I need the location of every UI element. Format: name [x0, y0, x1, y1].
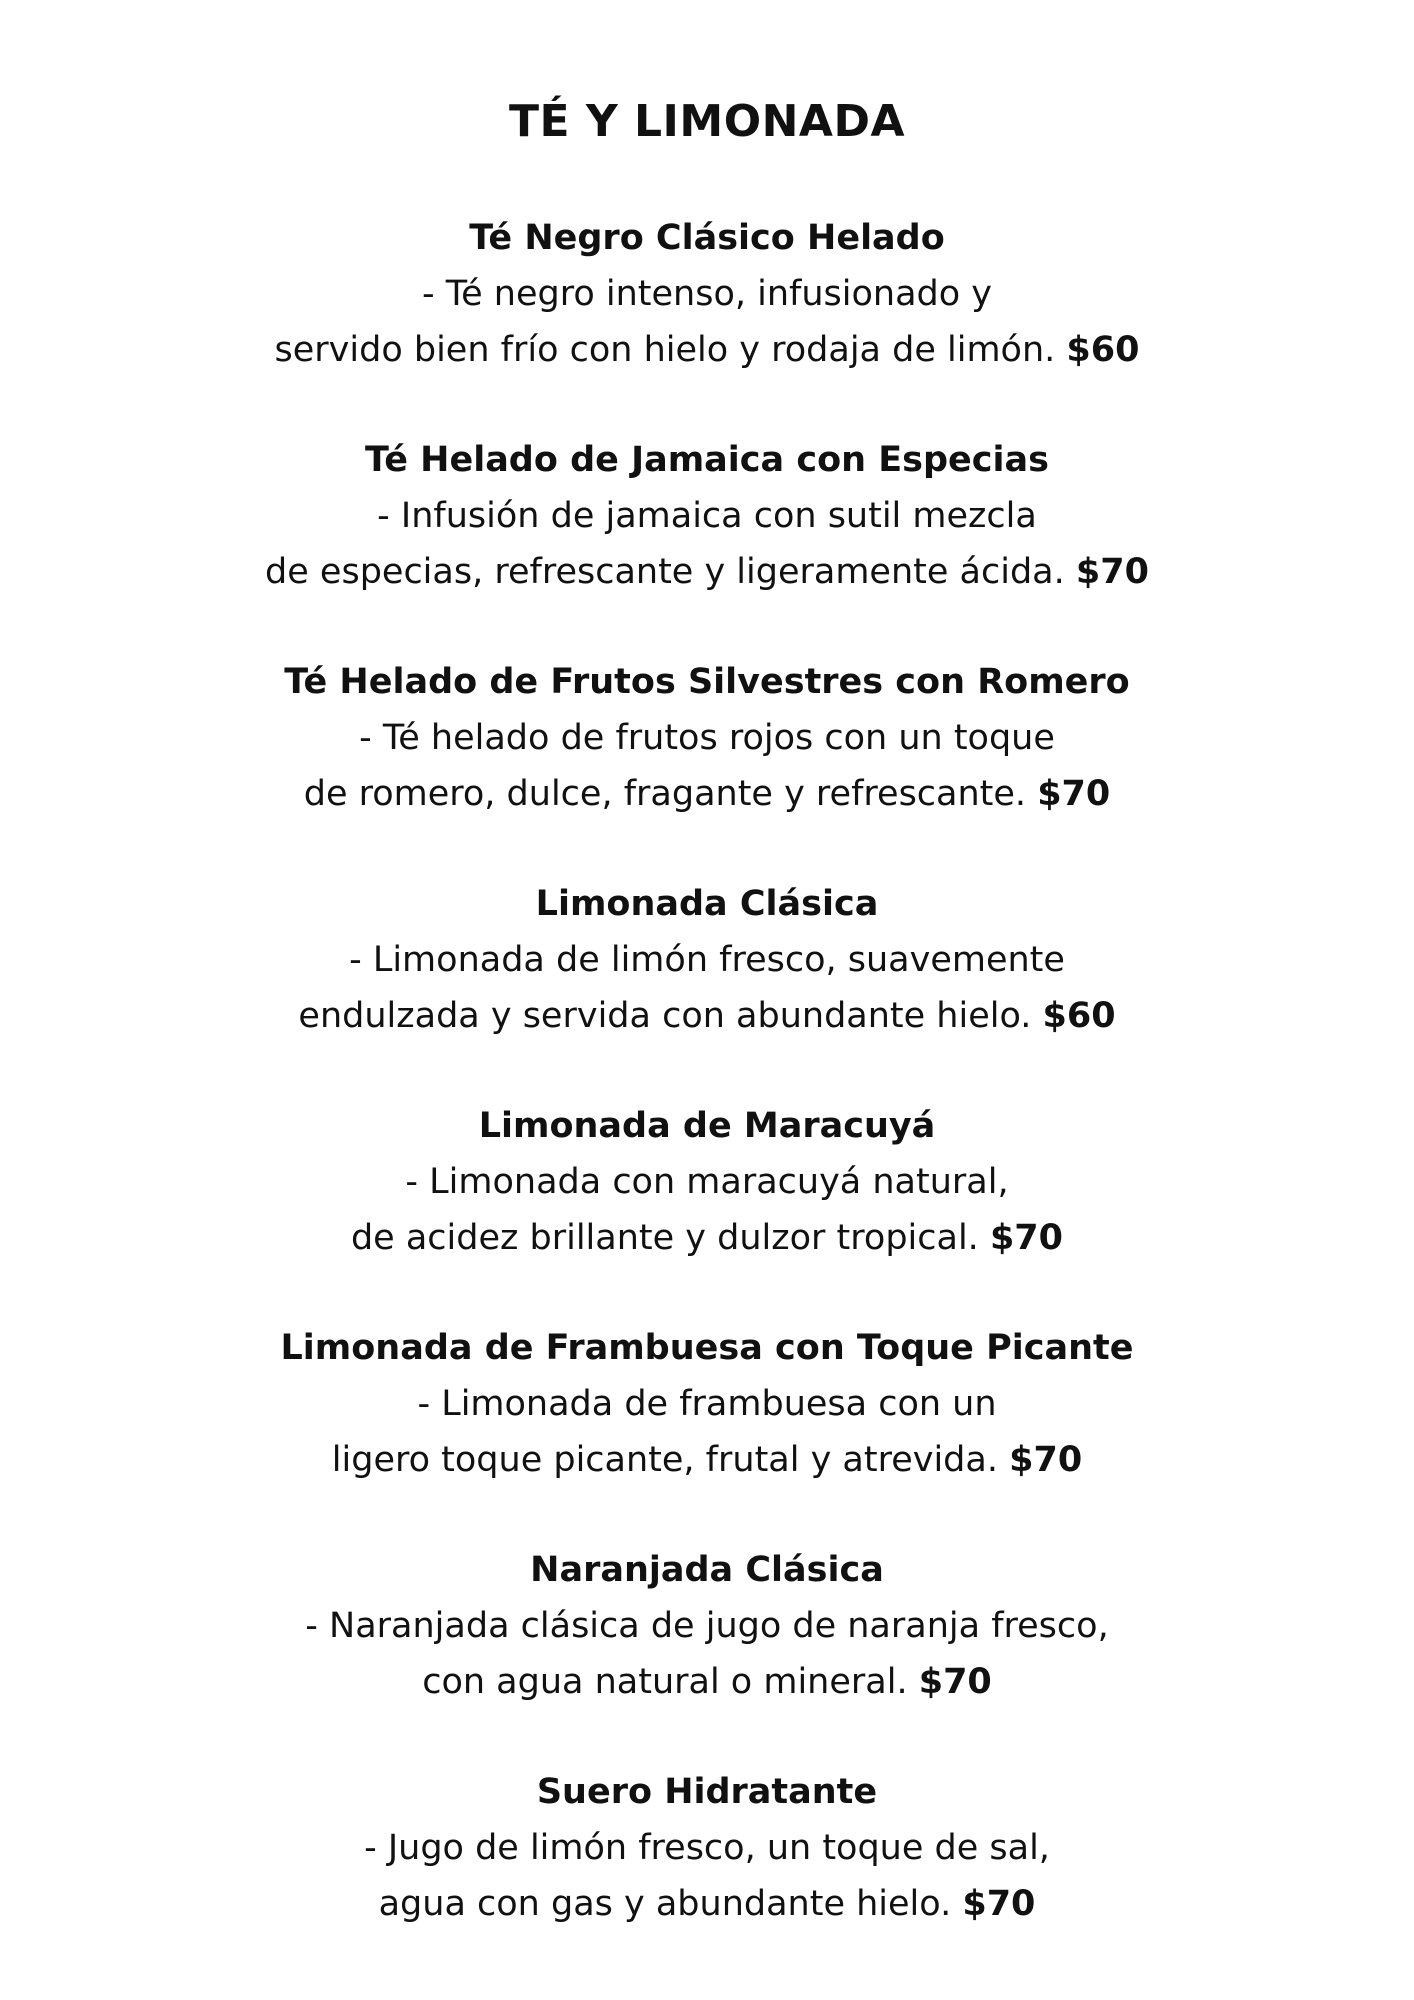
menu-item — [0, 876, 1414, 1098]
item-price: $70 — [1075, 552, 1149, 592]
menu-title: TÉ Y LIMONADA — [508, 96, 906, 147]
item-name: Limonada de Frambuesa con Toque Picante — [280, 1328, 1134, 1368]
item-price: $70 — [1037, 774, 1111, 814]
menu-item — [0, 1542, 1414, 1764]
item-description-line — [0, 1876, 1414, 1932]
item-price: $70 — [1009, 1440, 1083, 1480]
item-description-text: de acidez brillante y dulzor tropical. — [350, 1218, 979, 1258]
item-name: Suero Hidratante — [536, 1772, 878, 1812]
item-name: Limonada de Maracuyá — [478, 1106, 936, 1146]
menu-item — [0, 1098, 1414, 1320]
item-name: Naranjada Clásica — [530, 1550, 884, 1590]
item-description-text: con agua natural o mineral. — [422, 1662, 908, 1702]
item-description-text: ligero toque picante, frutal y atrevida. — [331, 1440, 998, 1480]
item-description-line — [0, 1432, 1414, 1488]
item-description-line: - Limonada de limón fresco, suavemente — [349, 940, 1065, 980]
item-description-text: endulzada y servida con abundante hielo. — [298, 996, 1032, 1036]
item-name: Té Helado de Jamaica con Especias — [365, 440, 1049, 480]
item-description-line — [0, 544, 1414, 600]
item-price: $70 — [918, 1662, 992, 1702]
item-description-line — [0, 1210, 1414, 1266]
item-price: $70 — [989, 1218, 1064, 1258]
item-price: $60 — [1066, 330, 1140, 370]
item-description-line: - Infusión de jamaica con sutil mezcla — [377, 496, 1037, 536]
item-description-line: - Té negro intenso, infusionado y — [421, 274, 993, 314]
item-name: Limonada Clásica — [535, 884, 879, 924]
menu-item — [0, 432, 1414, 654]
item-description-line: - Té helado de frutos rojos con un toque — [359, 718, 1055, 758]
item-description-line: - Limonada de frambuesa con un — [417, 1384, 997, 1424]
item-description-text: de romero, dulce, fragante y refrescante. — [303, 774, 1027, 814]
item-description-line — [0, 322, 1414, 378]
item-price: $60 — [1042, 996, 1116, 1036]
menu-item — [0, 210, 1414, 432]
item-description-line: - Jugo de limón fresco, un toque de sal, — [364, 1828, 1050, 1868]
item-description-text: de especias, refrescante y ligeramente ácida. — [265, 552, 1065, 592]
item-name: Té Negro Clásico Helado — [469, 218, 945, 258]
menu-item — [0, 654, 1414, 876]
item-description-text: servido bien frío con hielo y rodaja de limón. — [274, 330, 1056, 370]
item-description-line — [0, 988, 1414, 1044]
menu-item-list — [0, 210, 1414, 1986]
item-description-line: - Limonada con maracuyá natural, — [405, 1162, 1009, 1202]
menu-item — [0, 1764, 1414, 1986]
item-description-line: - Naranjada clásica de jugo de naranja fresco, — [305, 1606, 1109, 1646]
item-name: Té Helado de Frutos Silvestres con Romero — [284, 662, 1130, 702]
menu-item — [0, 1320, 1414, 1542]
item-description-line — [0, 766, 1414, 822]
item-description-text: agua con gas y abundante hielo. — [378, 1884, 952, 1924]
item-description-line — [0, 1654, 1414, 1710]
item-price: $70 — [962, 1884, 1036, 1924]
